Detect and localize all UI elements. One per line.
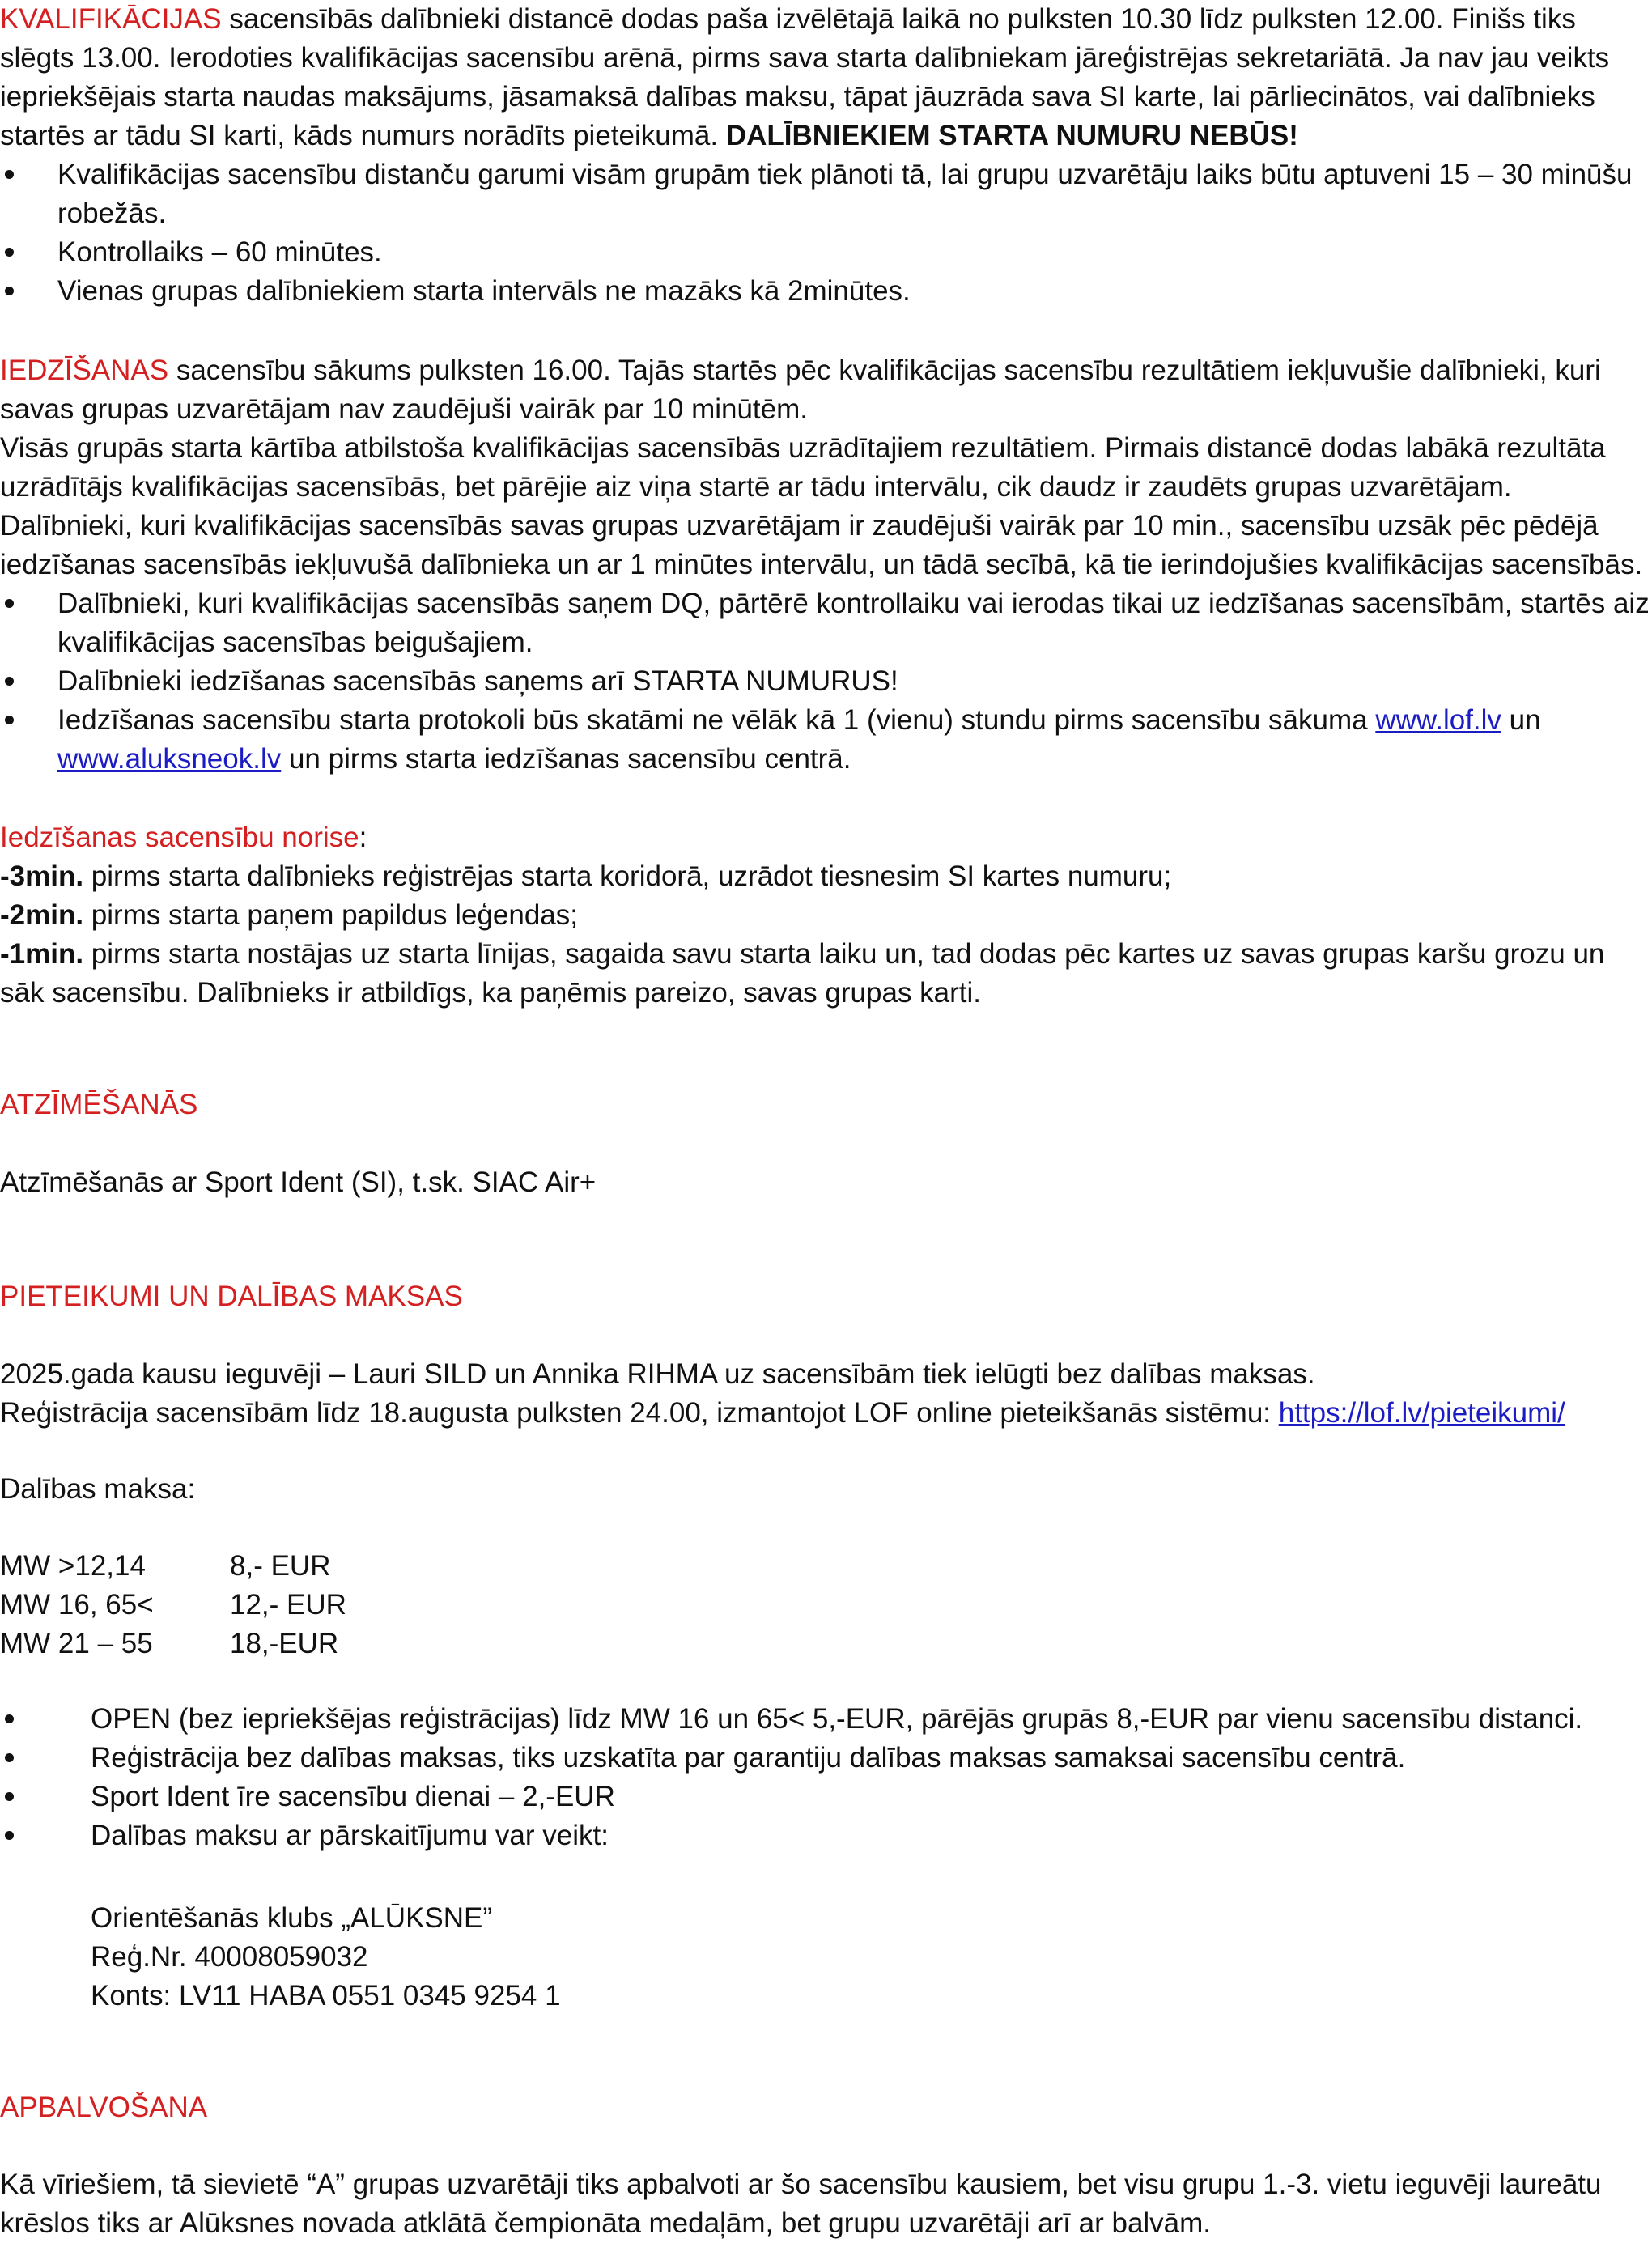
protocol-text-a: Iedzīšanas sacensību starta protokoli būs skatāmi ne vēlāk kā 1 (vienu) stundu pirms sacensību sākuma (57, 704, 1376, 736)
list-item: OPEN (bez iepriekšējas reģistrācijas) līdz MW 16 un 65< 5,-EUR, pārējās grupās 8,-EUR par vienu sacensību distanci. (0, 1700, 1651, 1739)
awards-body (0, 2165, 1651, 2243)
bank-account: Konts: LV11 HABA 0551 0345 9254 1 (91, 1980, 561, 2011)
procedure-colon: : (359, 822, 367, 853)
list-item: Vienas grupas dalībniekiem starta intervāls ne mazāks kā 2minūtes. (0, 272, 1651, 311)
step-time: -2min. (0, 899, 84, 931)
list-item: Dalībnieki iedzīšanas sacensībās saņems arī STARTA NUMURUS! (0, 662, 1651, 701)
procedure-step (0, 896, 1651, 935)
entries-link[interactable]: https://lof.lv/pieteikumi/ (1278, 1397, 1565, 1429)
awards-section (0, 2088, 1651, 2127)
fee-amount: 18,-EUR (230, 1628, 339, 1659)
step-text: pirms starta paņem papildus leģendas; (83, 899, 578, 931)
fee-row (0, 1547, 1651, 1586)
entries-bullets-block (0, 1700, 1651, 1855)
bank-details (0, 1899, 1652, 2016)
fee-category: MW 21 – 55 (0, 1628, 153, 1659)
cup-winners-text: 2025.gada kausu ieguvēji – Lauri SILD un Annika RIHMA uz sacensībām tiek ielūgti bez dalības maksas. (0, 1358, 1315, 1390)
chase-paragraph-1 (0, 351, 1651, 429)
chase-section (0, 351, 1651, 779)
protocol-text-b: un (1501, 704, 1541, 736)
qualification-bullets (0, 155, 1651, 311)
entries-section (0, 1277, 1651, 1316)
step-time: -1min. (0, 938, 84, 970)
list-item: Kvalifikācijas sacensību distanču garumi visām grupām tiek plānoti tā, lai grupu uzvarētāju laiks būtu aptuveni 15 – 30 minūšu robežās. (0, 155, 1651, 233)
list-item (0, 701, 1651, 779)
entries-bullets (0, 1700, 1651, 1855)
punching-heading: ATZĪMĒŠANĀS (0, 1089, 198, 1120)
list-item: Dalības maksu ar pārskaitījumu var veikt: (0, 1816, 1651, 1855)
procedure-heading: Iedzīšanas sacensību norise (0, 822, 359, 853)
fee-row (0, 1586, 1651, 1625)
qualification-text: sacensībās dalībnieki distancē dodas paša izvēlētajā laikā no pulksten 10.30 līdz pulksten 12.00. Finišs tiks slēgts 13.00. Ierodoties kvalifikācijas sacensību arēnā, pirms sava starta dalībniekam jāreģistrējas sekretariātā. Ja nav jau veikts iepriekšējais starta naudas maksājums, jāsamaksā dalības maksu, tāpat jāuzrāda sava SI karte, lai pārliecinātos, vai dalībnieks startēs ar tādu SI karti, kāds numurs norādīts pieteikumā. (0, 3, 1610, 151)
fee-row (0, 1625, 1651, 1663)
list-item: Sport Ident īre sacensību dienai – 2,-EUR (0, 1778, 1651, 1816)
procedure-heading-line (0, 818, 1651, 857)
procedure-step (0, 935, 1651, 1013)
procedure-step (0, 857, 1651, 896)
step-time: -3min. (0, 860, 84, 892)
bank-club: Orientēšanās klubs „ALŪKSNE” (91, 1902, 493, 1934)
list-item: Reģistrācija bez dalības maksas, tiks uzskatīta par garantiju dalības maksas samaksai sacensību centrā. (0, 1739, 1651, 1778)
registration-line (0, 1394, 1651, 1433)
chase-bullets (0, 584, 1651, 779)
chase-heading: IEDZĪŠANAS (0, 355, 169, 386)
chase-text-1: sacensību sākums pulksten 16.00. Tajās startēs pēc kvalifikācijas sacensību rezultātiem iekļuvušie dalībnieki, kuri savas grupas uzvarētājam nav zaudējuši vairāk par 10 minūtēm. (0, 355, 1601, 425)
protocol-text-c: un pirms starta iedzīšanas sacensību centrā. (281, 743, 851, 775)
qualification-heading: KVALIFIKĀCIJAS (0, 3, 222, 35)
lof-link[interactable]: www.lof.lv (1375, 704, 1501, 736)
entries-heading: PIETEIKUMI UN DALĪBAS MAKSAS (0, 1281, 463, 1312)
punching-body (0, 1163, 1651, 1202)
qualification-section (0, 0, 1651, 311)
chase-paragraph-2: Visās grupās starta kārtība atbilstoša kvalifikācijas sacensībās uzrādītajiem rezultātiem. Pirmais distancē dodas labākā rezultāta uzrādītājs kvalifikācijas sacensībās, bet pārējie aiz viņa startē ar tādu intervālu, cik daudz ir zaudēts grupas uzvarētājam. Dalībnieki, kuri kvalifikācijas sacensībās savas grupas uzvarētājam ir zaudējuši vairāk par 10 min., sacensību uzsāk pēc pēdējā iedzīšanas sacensībās iekļuvušā dalībnieka un ar 1 minūtes intervālu, un tādā secībā, kā tie ierindojušies kvalifikācijas sacensībās. (0, 432, 1643, 580)
fee-amount: 12,- EUR (230, 1589, 346, 1621)
list-item: Dalībnieki, kuri kvalifikācijas sacensībās saņem DQ, pārtērē kontrollaiku vai ierodas tikai uz iedzīšanas sacensībām, startēs aiz kvalifikācijas sacensības beigušajiem. (0, 584, 1651, 662)
punching-text: Atzīmēšanās ar Sport Ident (SI), t.sk. SIAC Air+ (0, 1166, 597, 1198)
awards-text: Kā vīriešiem, tā sievietē “A” grupas uzvarētāji tiks apbalvoti ar šo sacensību kausiem, bet visu grupu 1.-3. vietu ieguvēji laureātu krēslos tiks ar Alūksnes novada atklātā čempionāta medaļām, bet grupu uzvarētāji arī ar balvām. (0, 2169, 1602, 2239)
registration-text: Reģistrācija sacensībām līdz 18.augusta pulksten 24.00, izmantojot LOF online pieteikšanās sistēmu: (0, 1397, 1279, 1429)
fee-category: MW >12,14 (0, 1550, 146, 1582)
fee-label-block (0, 1470, 1651, 1509)
awards-heading: APBALVOŠANA (0, 2092, 208, 2123)
procedure-section (0, 818, 1651, 1013)
punching-section (0, 1085, 1651, 1124)
fee-table (0, 1547, 1651, 1663)
aluksneok-link[interactable]: www.aluksneok.lv (57, 743, 282, 775)
step-text: pirms starta nostājas uz starta līnijas, sagaida savu starta laiku un, tad dodas pēc kartes uz savas grupas karšu grozu un sāk sacensību. Dalībnieks ir atbildīgs, ka paņēmis pareizo, savas grupas karti. (0, 938, 1605, 1009)
list-item: Kontrollaiks – 60 minūtes. (0, 233, 1651, 272)
step-text: pirms starta dalībnieks reģistrējas starta koridorā, uzrādot tiesnesim SI kartes numuru; (83, 860, 1172, 892)
bank-reg: Reģ.Nr. 40008059032 (91, 1941, 368, 1973)
entries-body (0, 1355, 1651, 1433)
qualification-paragraph (0, 0, 1651, 155)
fee-label: Dalības maksa: (0, 1473, 196, 1505)
fee-amount: 8,- EUR (230, 1550, 331, 1582)
fee-category: MW 16, 65< (0, 1589, 154, 1621)
no-start-numbers-notice: DALĪBNIEKIEM STARTA NUMURU NEBŪS! (725, 120, 1298, 151)
